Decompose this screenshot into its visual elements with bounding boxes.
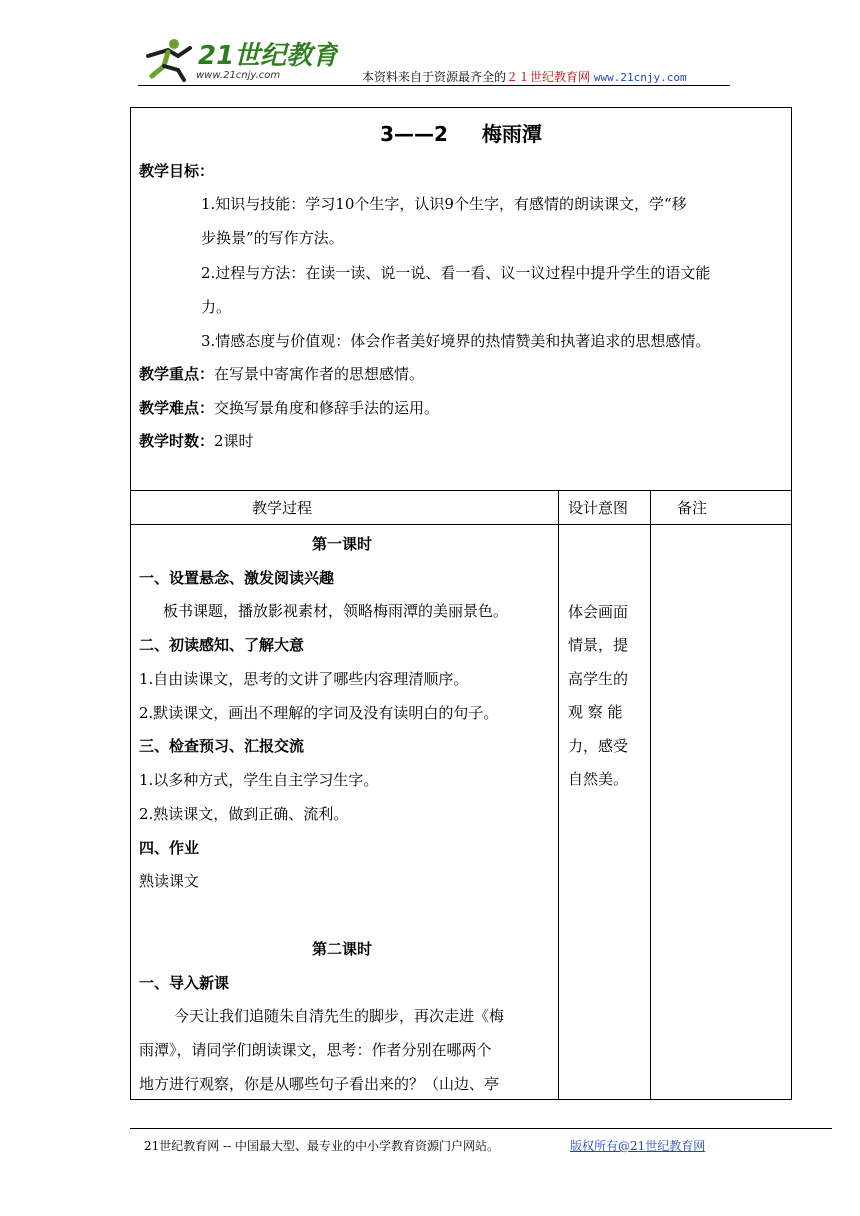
period2-section1-line-1: 今天让我们追随朱自清先生的脚步，再次走进《梅 [174, 1007, 505, 1025]
logo-url: www.21cnjy.com [196, 70, 281, 81]
period1-section1-text: 板书课题，播放影视素材，领略梅雨潭的美丽景色。 [163, 602, 509, 620]
period1-section2-item-1: 1.自由读课文，思考的文讲了哪些内容理清顺序。 [139, 670, 469, 688]
key-points-label: 教学重点： [139, 365, 215, 383]
footer-copyright-link[interactable]: 版权所有@21世纪教育网 [570, 1139, 706, 1153]
period1-section2-title: 二、初读感知、了解大意 [139, 636, 305, 654]
period1-section1-title: 一、设置悬念、激发阅读兴趣 [139, 569, 335, 587]
design-intent-line: 高学生的 [568, 669, 629, 688]
tagline-prefix: 本资料来自于资源最齐全的 [362, 70, 507, 84]
column-header-process: 教学过程 [252, 499, 313, 517]
design-intent-line: 情景，提 [568, 636, 629, 655]
objective-line-2: 步换景”的写作方法。 [201, 229, 344, 247]
difficulties-value: 交换写景角度和修辞手法的运用。 [214, 399, 440, 417]
period1-heading: 第一课时 [312, 535, 373, 553]
period1-section4-text: 熟读课文 [139, 872, 200, 890]
period1-section3-title: 三、检查预习、汇报交流 [139, 737, 305, 755]
lesson-title: 梅雨潭 [481, 122, 542, 146]
hours-value: 2课时 [214, 432, 254, 450]
period1-section2-item-2: 2.默读课文，画出不理解的字词及没有读明白的句子。 [139, 704, 499, 722]
runner-icon [148, 39, 190, 80]
key-points-value: 在写景中寄寓作者的思想感情。 [214, 365, 425, 383]
hours-label: 教学时数： [139, 432, 215, 450]
site-logo [138, 36, 338, 82]
hours-row [139, 431, 254, 451]
objective-line-5: 3.情感态度与价值观：体会作者美好境界的热情赞美和执著追求的思想感情。 [201, 332, 711, 350]
footer-text: 21世纪教育网 -- 中国最大型、最专业的中小学教育资源门户网站。 [144, 1139, 500, 1153]
column-header-design: 设计意图 [568, 499, 629, 517]
footer-divider [130, 1128, 832, 1129]
design-intent-line: 力，感受 [568, 736, 629, 755]
table-header-bottom-line [130, 524, 792, 525]
tagline-brand-link[interactable]: ２１世纪教育网 [506, 70, 591, 84]
design-intent-cell [568, 596, 646, 796]
tagline-url-link[interactable]: www.21cnjy.com [593, 71, 687, 84]
design-intent-line: 观 察 能 [568, 703, 623, 722]
period1-section3-item-2: 2.熟读课文，做到正确、流利。 [139, 805, 349, 823]
key-points-row [139, 364, 424, 384]
column-divider-1 [558, 490, 559, 1100]
header-divider [138, 85, 730, 86]
period2-section1-line-3: 地方进行观察，你是从哪些句子看出来的？（山边、亭 [139, 1075, 500, 1093]
column-header-notes: 备注 [677, 499, 708, 517]
period1-section3-item-1: 1.以多种方式，学生自主学习生字。 [139, 771, 379, 789]
objective-line-1: 1.知识与技能：学习10个生字，认识9个生字，有感情的朗读课文，学“移 [201, 195, 687, 213]
objective-line-3: 2.过程与方法：在读一读、说一说、看一看、议一议过程中提升学生的语文能 [201, 264, 711, 282]
design-intent-line: 体会画面 [568, 603, 629, 621]
table-header-top-line [130, 490, 792, 491]
period2-section1-line-2: 雨潭》，请同学们朗读课文，思考：作者分别在哪两个 [139, 1041, 492, 1059]
period1-section4-title: 四、作业 [139, 839, 200, 857]
objectives-label: 教学目标： [139, 162, 215, 180]
period2-section1-title: 一、导入新课 [139, 974, 230, 992]
header-tagline [362, 68, 687, 85]
logo-text: 21世纪教育 [198, 41, 338, 71]
objective-line-4: 力。 [201, 298, 232, 316]
page-title [130, 118, 792, 147]
difficulties-label: 教学难点： [139, 399, 215, 417]
lesson-number: 3——2 [380, 122, 448, 146]
difficulties-row [139, 398, 439, 418]
column-divider-2 [650, 490, 651, 1100]
period2-heading: 第二课时 [312, 940, 373, 958]
design-intent-line: 自然美。 [568, 770, 629, 789]
